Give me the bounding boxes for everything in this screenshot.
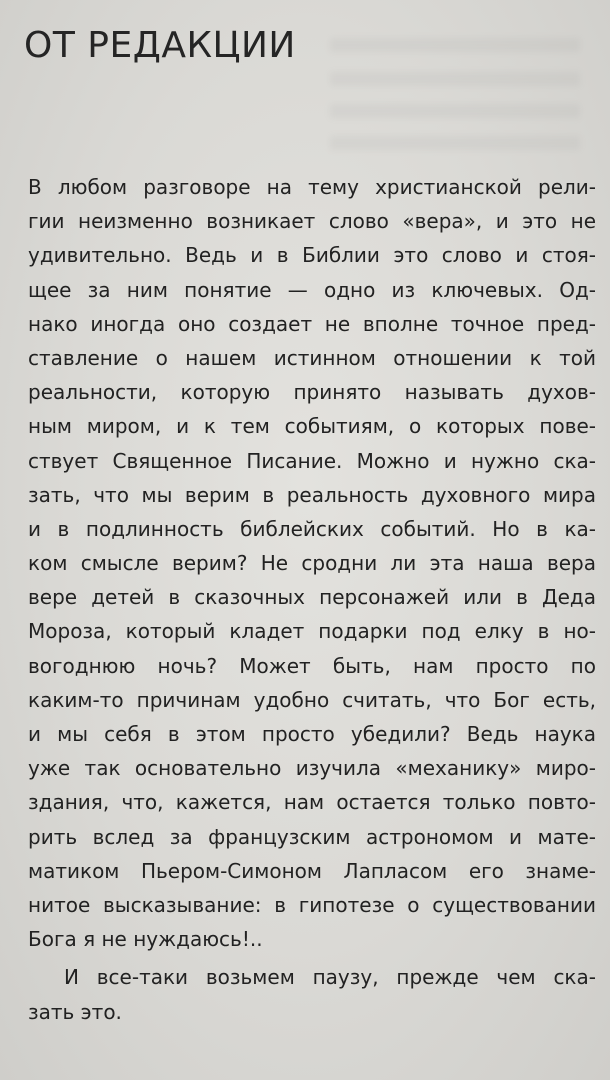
- body-text: [28, 170, 596, 1029]
- text-line: удивительно. Ведь и в Библии это слово и стоя-: [28, 243, 596, 268]
- text-line: зать это.: [28, 999, 122, 1024]
- text-line: рить вслед за французским астрономом и мате-: [28, 824, 596, 849]
- text-line: нако иногда оно создает не вполне точное пред-: [28, 311, 596, 336]
- text-line: зать, что мы верим в реальность духовного мира: [28, 482, 596, 507]
- text-line: ком смысле верим? Не сродни ли эта наша вера: [28, 551, 596, 576]
- text-line: ставление о нашем истинном отношении к той: [28, 345, 596, 370]
- text-line: матиком Пьером-Симоном Лапласом его знаме-: [28, 858, 596, 883]
- text-line: ствует Священное Писание. Можно и нужно ска-: [28, 448, 596, 473]
- text-line: ным миром, и к тем событиям, о которых пове-: [28, 414, 596, 439]
- text-line: щее за ним понятие — одно из ключевых. Од-: [28, 277, 596, 302]
- text-line: и в подлинность библейских событий. Но в ка-: [28, 516, 596, 541]
- show-through-text: [330, 38, 580, 52]
- paragraph-2: [28, 960, 596, 1028]
- text-line: нитое высказывание: в гипотезе о существовании: [28, 892, 596, 917]
- show-through-text: [330, 72, 580, 86]
- text-line: гии неизменно возникает слово «вера», и это не: [28, 209, 596, 234]
- text-line: вогоднюю ночь? Может быть, нам просто по: [28, 653, 596, 678]
- text-line: В любом разговоре на тему христианской рели-: [28, 175, 596, 199]
- text-line: реальности, которую принято называть духов-: [28, 380, 596, 405]
- paragraph-1: [28, 170, 596, 956]
- page-title: ОТ РЕДАКЦИИ: [24, 25, 296, 66]
- text-line: вере детей в сказочных персонажей или в Деда: [28, 585, 596, 610]
- text-line: уже так основательно изучила «механику» миро-: [28, 756, 596, 781]
- text-line: и мы себя в этом просто убедили? Ведь наука: [28, 722, 596, 746]
- text-line: Мороза, который кладет подарки под елку в но-: [28, 619, 596, 644]
- text-line: каким-то причинам удобно считать, что Бог есть,: [28, 687, 596, 712]
- text-line: И все-таки возьмем паузу, прежде чем ска-: [64, 965, 596, 990]
- show-through-text: [330, 104, 580, 118]
- text-line: здания, что, кажется, нам остается только повто-: [28, 790, 596, 815]
- text-line: Бога я не нуждаюсь!..: [28, 927, 263, 952]
- show-through-text: [330, 136, 580, 150]
